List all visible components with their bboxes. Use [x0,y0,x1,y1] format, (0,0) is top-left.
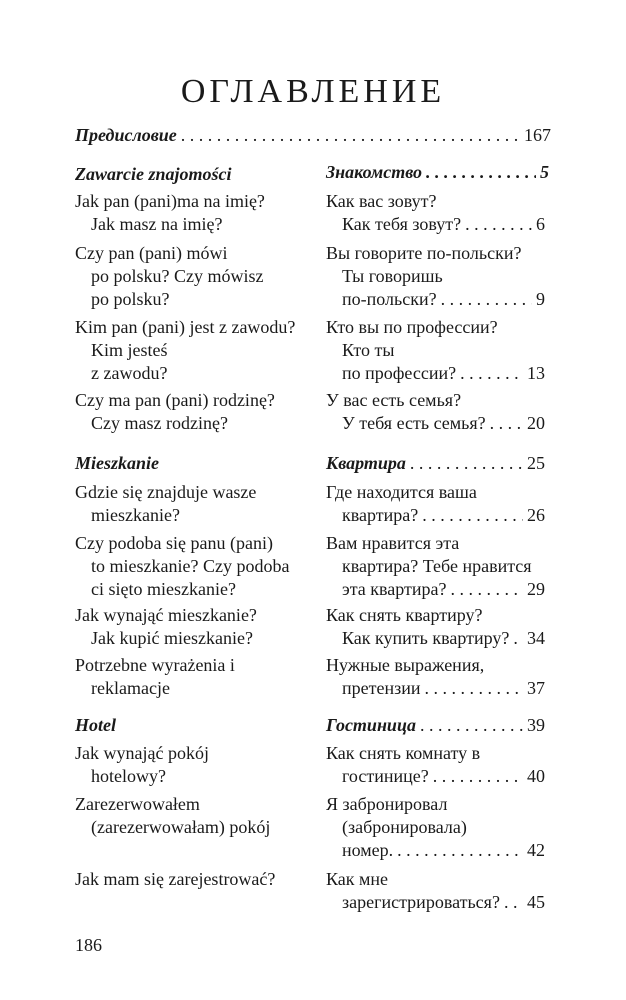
toc-entry-ru-leader [342,412,545,435]
leader-dots [490,412,523,435]
toc-entry-ru: Нужные выражения, [326,655,485,675]
toc-entry-ru: Вы говорите по-польски? [326,243,522,263]
section-title-ru: Знакомство [326,162,423,182]
section-heading-pl: Mieszkanie [75,453,160,473]
toc-entry-pl: Jak wynająć pokój [75,743,209,763]
toc-entry-pl: po polsku? [91,289,170,309]
toc-entry-ru: Где находится ваша [326,482,477,502]
toc-entry-pl: (zarezerwowałam) pokój [91,817,271,837]
toc-entry-pl: Potrzebne wyrażenia i [75,655,235,675]
leader-dots [397,839,523,862]
toc-entry-ru: по-польски? [342,289,437,309]
toc-entry-ru: Ты говоришь [342,266,443,286]
toc-entry-ru: квартира? [342,505,419,525]
section-heading-ru [326,452,545,475]
section-page: 5 [540,162,549,182]
section-page: 39 [527,715,545,735]
leader-dots [441,288,532,311]
toc-entry-ru: Кто ты [342,340,395,360]
toc-entry-ru-leader [342,891,545,914]
toc-entry-ru: зарегистрироваться? [342,892,500,912]
section-heading-pl: Zawarcie znajomości [75,164,232,184]
toc-entry-ru: У тебя есть семья? [342,413,486,433]
toc-entry-ru: Как купить квартиру? [342,628,510,648]
toc-entry-ru: Как снять квартиру? [326,605,483,625]
leader-dots [181,124,520,147]
toc-entry-ru: Как снять комнату в [326,743,481,763]
preface-label: Предисловие [75,125,177,145]
toc-entry-ru-leader [342,765,545,788]
preface-page: 167 [524,125,551,145]
toc-entry-ru: квартира? Тебе нравится [342,556,532,576]
section-heading-pl: Hotel [75,715,116,735]
toc-entry-ru-leader [342,288,545,311]
toc-entry-ru-leader [342,504,545,527]
toc-entry-pl: Jak kupić mieszkanie? [91,628,253,648]
leader-dots [410,452,523,475]
leader-dots [460,362,523,385]
toc-entry-ru: претензии [342,678,421,698]
toc-entry-pl: to mieszkanie? Czy podoba [91,556,290,576]
toc-entry-page: 45 [527,892,545,912]
toc-entry-pl: Czy masz rodzinę? [91,413,228,433]
leader-dots [420,714,523,737]
toc-entry-page: 37 [527,678,545,698]
toc-entry-page: 6 [536,214,545,234]
toc-entry-ru: Как тебя зовут? [342,214,462,234]
page-title: ОГЛАВЛЕНИЕ [180,73,446,110]
toc-entry-pl: hotelowy? [91,766,166,786]
toc-entry-page: 20 [527,413,545,433]
toc-entry-ru-leader [342,213,545,236]
toc-entry-page: 29 [527,579,545,599]
preface-entry [75,124,551,147]
leader-dots [433,765,523,788]
leader-dots [426,161,536,184]
toc-entry-pl: Jak mam się zarejestrować? [75,869,276,889]
page-number: 186 [75,935,102,955]
toc-entry-ru-leader [342,839,545,862]
section-heading-ru [326,714,545,737]
toc-entry-pl: Zarezerwowałem [75,794,200,814]
toc-entry-ru-leader [342,362,545,385]
toc-entry-pl: Kim jesteś [91,340,168,360]
toc-entry-pl: Czy podoba się panu (pani) [75,533,273,553]
toc-entry-ru: Кто вы по профессии? [326,317,498,337]
toc-entry-pl: mieszkanie? [91,505,180,525]
toc-entry-page: 42 [527,840,545,860]
section-title-ru: Квартира [326,453,406,473]
toc-entry-pl: Gdzie się znajduje wasze [75,482,257,502]
toc-entry-page: 34 [527,628,545,648]
toc-entry-ru: Вам нравится эта [326,533,460,553]
toc-entry-pl: reklamacje [91,678,170,698]
toc-entry-pl: ci sięto mieszkanie? [91,579,236,599]
toc-entry-pl: Jak pan (pani)ma na imię? [75,191,265,211]
section-page: 25 [527,453,545,473]
toc-entry-page: 9 [536,289,545,309]
toc-entry-pl: Jak wynająć mieszkanie? [75,605,257,625]
toc-entry-ru: по профессии? [342,363,457,383]
leader-dots [451,578,523,601]
toc-entry-ru: (забронировала) [342,817,467,837]
toc-entry-page: 26 [527,505,545,525]
toc-entry-ru: Как мне [326,869,389,889]
toc-entry-page: 40 [527,766,545,786]
toc-entry-pl: Czy ma pan (pani) rodzinę? [75,390,275,410]
toc-entry-ru: номер. [342,840,394,860]
toc-entry-pl: Jak masz na imię? [91,214,223,234]
toc-entry-ru: Как вас зовут? [326,191,437,211]
toc-entry-pl: z zawodu? [91,363,168,383]
toc-entry-ru-leader [342,627,545,650]
section-title-ru: Гостиница [326,715,416,735]
toc-entry-pl: Czy pan (pani) mówi [75,243,228,263]
toc-entry-ru: Я забронировал [326,794,448,814]
leader-dots [504,891,523,914]
section-heading-ru [326,161,549,184]
toc-entry-ru-leader [342,578,545,601]
toc-entry-ru: эта квартира? [342,579,447,599]
toc-entry-ru: У вас есть семья? [326,390,462,410]
leader-dots [465,213,532,236]
toc-entry-pl: po polsku? Czy mówisz [91,266,264,286]
toc-entry-page: 13 [527,363,545,383]
toc-entry-pl: Kim pan (pani) jest z zawodu? [75,317,296,337]
toc-entry-ru-leader [342,677,545,700]
toc-entry-ru: гостинице? [342,766,429,786]
leader-dots [425,677,524,700]
leader-dots [513,627,523,650]
leader-dots [422,504,523,527]
